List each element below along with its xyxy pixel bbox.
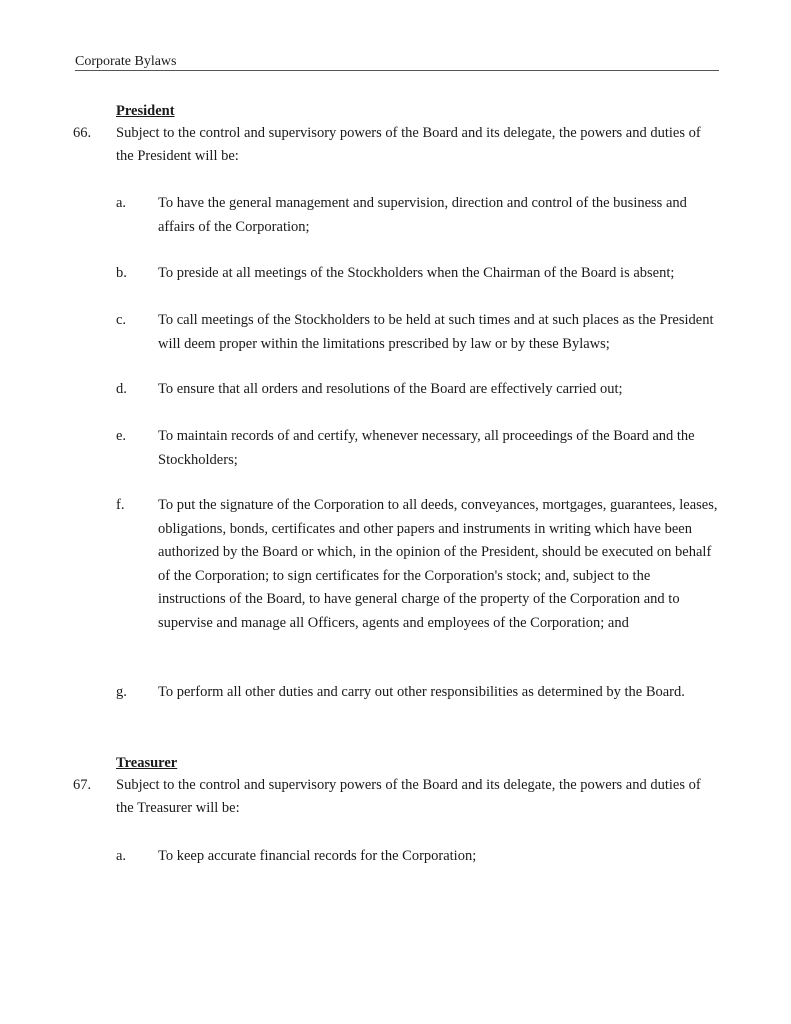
section-heading-treasurer: Treasurer (116, 755, 178, 771)
item-text: To have the general management and supervision, direction and control of the business and affairs of the Corporation; (158, 195, 687, 235)
item-text: To maintain records of and certify, whenever necessary, all proceedings of the Board and the Stockholders; (158, 428, 695, 468)
header-title: Corporate Bylaws (75, 54, 177, 69)
item-letter: c. (116, 312, 127, 328)
item-letter: b. (116, 265, 127, 281)
item-text: To put the signature of the Corporation to all deeds, conveyances, mortgages, guarantees, leases, obligations, bonds, certificates and other papers and instruments in writing which have been authorized by the Board or which, in the opinion of the President, should be executed on behalf of the Corporation; to sign certificates for the Corporation's stock; and, subject to the instructions of the Board, to have general charge of the property of the Corporation and to supervise and manage all Officers, agents and employees of the Corporation; and (158, 497, 718, 631)
item-text: To keep accurate financial records for the Corporation; (158, 848, 477, 864)
clause-number: 67. (73, 777, 92, 793)
item-letter: a. (116, 195, 127, 211)
item-letter: e. (116, 428, 127, 444)
clause-intro: Subject to the control and supervisory powers of the Board and its delegate, the powers and duties of the President will be: (116, 125, 701, 164)
item-letter: g. (116, 684, 127, 700)
clause-number: 66. (73, 125, 92, 141)
item-text: To perform all other duties and carry out other responsibilities as determined by the Board. (158, 684, 685, 700)
item-text: To ensure that all orders and resolutions of the Board are effectively carried out; (158, 381, 623, 397)
item-text: To preside at all meetings of the Stockholders when the Chairman of the Board is absent; (158, 265, 675, 281)
item-letter: d. (116, 381, 127, 397)
clause-intro: Subject to the control and supervisory powers of the Board and its delegate, the powers and duties of the Treasurer will be: (116, 777, 701, 816)
item-letter: a. (116, 848, 127, 864)
page-header (75, 52, 719, 71)
section-heading-president: President (116, 103, 175, 119)
item-letter: f. (116, 497, 125, 513)
item-text: To call meetings of the Stockholders to be held at such times and at such places as the President will deem proper within the limitations prescribed by law or by these Bylaws; (158, 312, 714, 352)
